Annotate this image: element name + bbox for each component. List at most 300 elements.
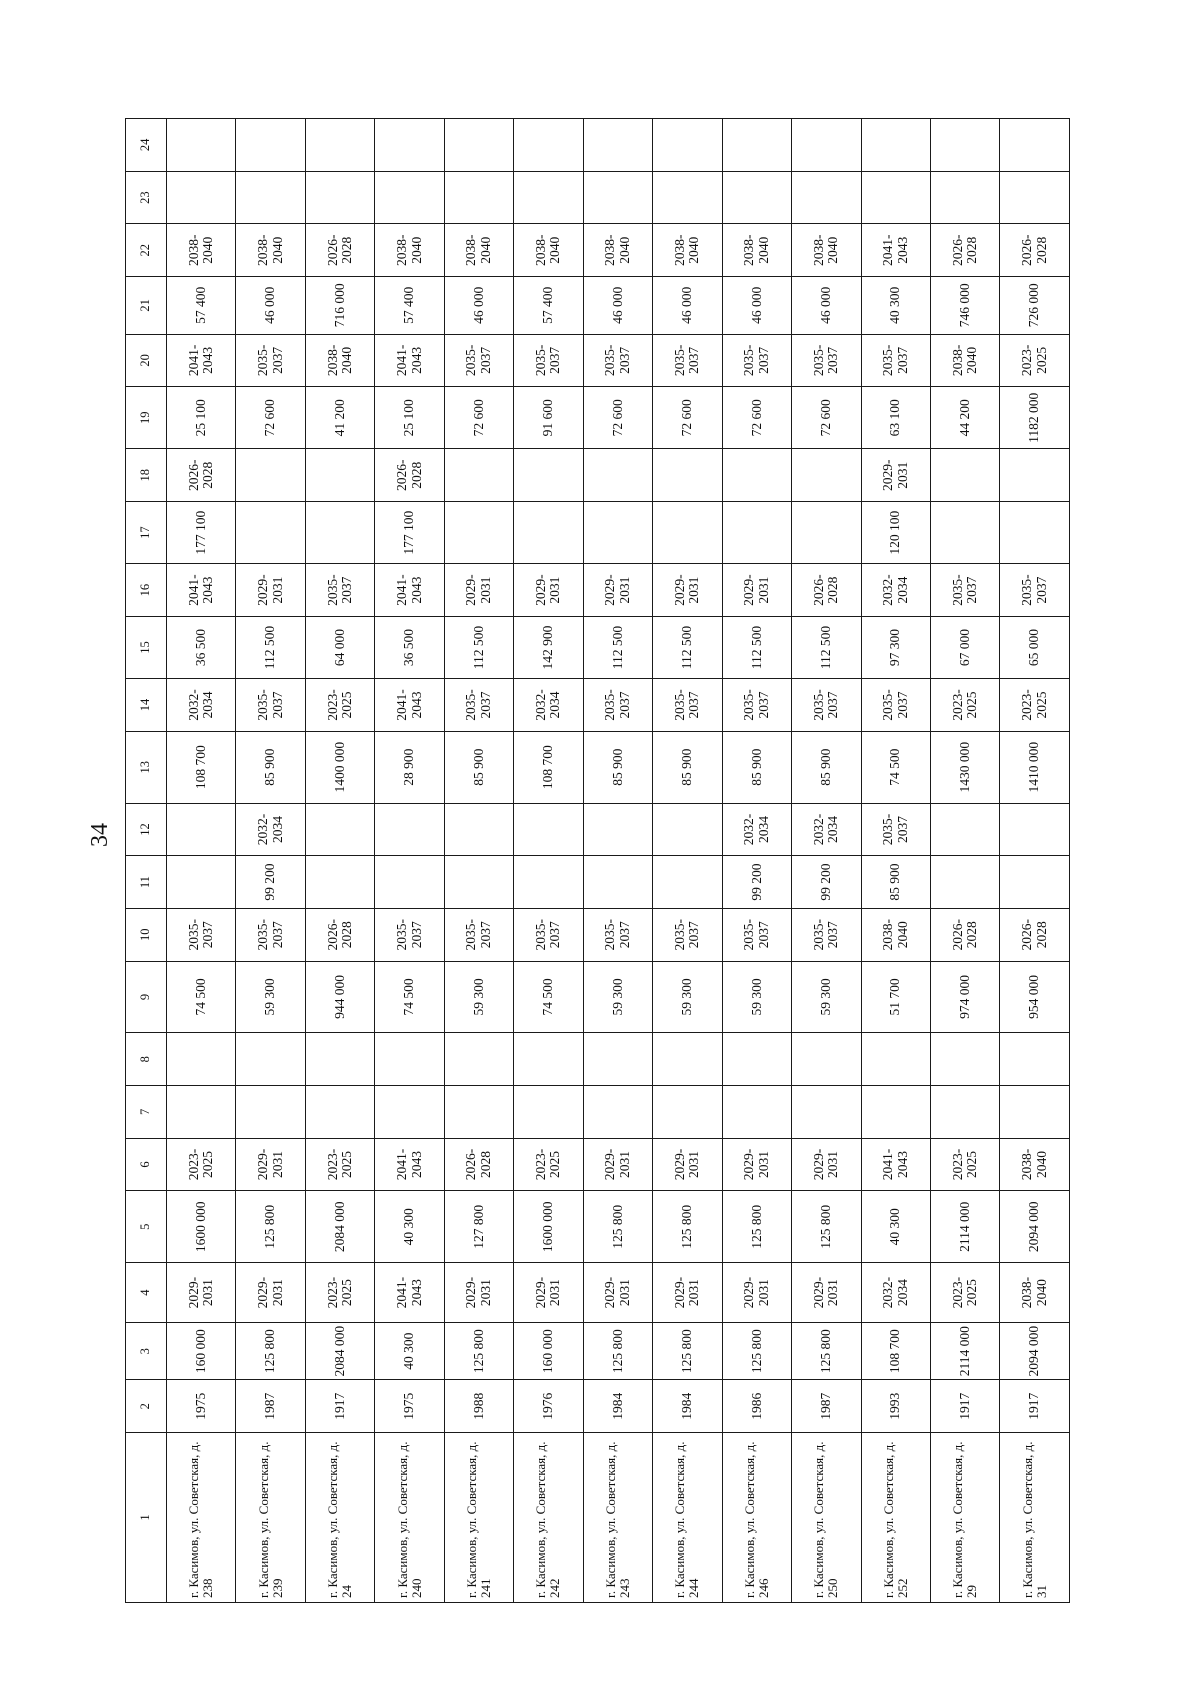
table-cell <box>653 119 722 172</box>
table-cell: 125 800 <box>722 1191 791 1263</box>
table-cell: 160 000 <box>167 1322 236 1379</box>
table-cell <box>514 449 583 502</box>
column-number-header: 11 <box>126 856 167 909</box>
table-cell <box>792 1086 861 1139</box>
table-cell <box>1000 502 1070 564</box>
column-number-header: 18 <box>126 449 167 502</box>
table-cell: 2035-2037 <box>930 564 999 617</box>
table-cell: 1993 <box>861 1380 930 1433</box>
table-cell: 125 800 <box>583 1322 652 1379</box>
table-cell: 125 800 <box>722 1322 791 1379</box>
table-row <box>583 119 652 1603</box>
table-cell: 36 500 <box>375 616 444 678</box>
table-cell: 99 200 <box>722 856 791 909</box>
address-cell: г. Касимов, ул. Советская, д. 31 <box>1000 1433 1070 1603</box>
table-cell: 2041-2043 <box>167 334 236 387</box>
table-cell: 2032-2034 <box>792 803 861 856</box>
table-cell: 74 500 <box>167 961 236 1033</box>
table-cell <box>930 856 999 909</box>
table-cell: 2026-2028 <box>930 224 999 277</box>
table-cell: 2041-2043 <box>861 1138 930 1191</box>
table-cell <box>1000 119 1070 172</box>
table-cell: 2041-2043 <box>375 334 444 387</box>
table-cell: 108 700 <box>861 1322 930 1379</box>
table-cell: 2032-2034 <box>514 679 583 732</box>
table-cell <box>583 803 652 856</box>
table-cell: 2023-2025 <box>167 1138 236 1191</box>
table-cell <box>167 856 236 909</box>
table-cell: 2041-2043 <box>375 1263 444 1323</box>
table-cell: 2094 000 <box>1000 1322 1070 1379</box>
table-cell <box>722 1086 791 1139</box>
table-cell: 74 500 <box>375 961 444 1033</box>
table-cell: 59 300 <box>236 961 305 1033</box>
table-cell: 2032-2034 <box>236 803 305 856</box>
column-number-header: 8 <box>126 1033 167 1086</box>
table-cell: 125 800 <box>236 1191 305 1263</box>
table-cell <box>930 502 999 564</box>
table-cell: 2038-2040 <box>583 224 652 277</box>
column-number-header: 17 <box>126 502 167 564</box>
table-cell: 974 000 <box>930 961 999 1033</box>
address-cell: г. Касимов, ул. Советская, д. 243 <box>583 1433 652 1603</box>
table-cell: 177 100 <box>375 502 444 564</box>
table-cell <box>305 803 374 856</box>
column-number-header: 12 <box>126 803 167 856</box>
table-cell: 112 500 <box>722 616 791 678</box>
table-cell <box>1000 856 1070 909</box>
table-cell: 1600 000 <box>514 1191 583 1263</box>
table-cell <box>1000 171 1070 224</box>
table-cell: 125 800 <box>583 1191 652 1263</box>
table-cell <box>1000 449 1070 502</box>
table-cell: 2035-2037 <box>236 908 305 961</box>
table-cell <box>236 449 305 502</box>
table-cell <box>167 119 236 172</box>
table-cell <box>861 1086 930 1139</box>
table-cell: 2029-2031 <box>236 1263 305 1323</box>
table-cell <box>305 119 374 172</box>
table-cell: 2029-2031 <box>236 1138 305 1191</box>
table-cell <box>792 119 861 172</box>
table-cell: 46 000 <box>653 277 722 334</box>
column-number-header: 24 <box>126 119 167 172</box>
table-cell: 25 100 <box>167 387 236 449</box>
address-cell: г. Касимов, ул. Советская, д. 242 <box>514 1433 583 1603</box>
table-cell: 85 900 <box>653 731 722 803</box>
table-cell: 2035-2037 <box>444 334 513 387</box>
table-cell: 1984 <box>653 1380 722 1433</box>
table-cell <box>861 1033 930 1086</box>
table-cell <box>792 171 861 224</box>
table-cell: 2035-2037 <box>653 679 722 732</box>
column-number-header: 16 <box>126 564 167 617</box>
table-cell: 125 800 <box>792 1191 861 1263</box>
table-cell: 2035-2037 <box>444 908 513 961</box>
table-cell <box>861 119 930 172</box>
table-cell: 2038-2040 <box>722 224 791 277</box>
address-cell: г. Касимов, ул. Советская, д. 250 <box>792 1433 861 1603</box>
address-cell: г. Касимов, ул. Советская, д. 29 <box>930 1433 999 1603</box>
column-number-header: 5 <box>126 1191 167 1263</box>
table-cell: 2084 000 <box>305 1191 374 1263</box>
table-row <box>514 119 583 1603</box>
table-cell: 2035-2037 <box>375 908 444 961</box>
table-cell: 2035-2037 <box>236 679 305 732</box>
table-cell: 85 900 <box>792 731 861 803</box>
table-cell: 2032-2034 <box>861 564 930 617</box>
table-cell: 2029-2031 <box>792 1263 861 1323</box>
table-cell: 40 300 <box>861 1191 930 1263</box>
table-cell: 1987 <box>236 1380 305 1433</box>
table-cell: 2029-2031 <box>236 564 305 617</box>
table-cell: 74 500 <box>861 731 930 803</box>
table-row <box>792 119 861 1603</box>
table-cell: 1975 <box>167 1380 236 1433</box>
table-cell: 51 700 <box>861 961 930 1033</box>
table-cell <box>583 856 652 909</box>
table-cell <box>930 803 999 856</box>
table-cell: 112 500 <box>444 616 513 678</box>
table-cell: 63 100 <box>861 387 930 449</box>
table-cell: 2035-2037 <box>653 334 722 387</box>
table-cell: 46 000 <box>722 277 791 334</box>
column-number-header: 6 <box>126 1138 167 1191</box>
table-cell <box>1000 803 1070 856</box>
table-cell: 2029-2031 <box>514 564 583 617</box>
table-cell: 72 600 <box>583 387 652 449</box>
table-cell: 72 600 <box>792 387 861 449</box>
table-cell: 85 900 <box>861 856 930 909</box>
table-cell <box>167 803 236 856</box>
table-cell: 28 900 <box>375 731 444 803</box>
table-cell: 2023-2025 <box>514 1138 583 1191</box>
table-cell <box>930 1086 999 1139</box>
table-cell: 1400 000 <box>305 731 374 803</box>
table-cell <box>375 1033 444 1086</box>
table-cell: 2029-2031 <box>444 1263 513 1323</box>
table-cell: 1975 <box>375 1380 444 1433</box>
table-cell: 74 500 <box>514 961 583 1033</box>
table-cell: 2038-2040 <box>375 224 444 277</box>
table-row <box>653 119 722 1603</box>
table-cell: 41 200 <box>305 387 374 449</box>
table-cell: 112 500 <box>653 616 722 678</box>
table-cell <box>305 1086 374 1139</box>
column-number-header: 19 <box>126 387 167 449</box>
table-cell <box>514 803 583 856</box>
table-cell: 1984 <box>583 1380 652 1433</box>
table-body <box>167 119 1070 1603</box>
table-cell: 2029-2031 <box>653 564 722 617</box>
table-cell <box>583 502 652 564</box>
table-cell: 2029-2031 <box>722 1138 791 1191</box>
table-cell: 46 000 <box>444 277 513 334</box>
table-cell <box>444 449 513 502</box>
table-cell: 2038-2040 <box>167 224 236 277</box>
table-cell <box>167 171 236 224</box>
table-cell <box>653 1086 722 1139</box>
table-cell <box>930 1033 999 1086</box>
table-row <box>722 119 791 1603</box>
column-number-header: 4 <box>126 1263 167 1323</box>
table-cell: 2029-2031 <box>583 1138 652 1191</box>
table-cell: 59 300 <box>583 961 652 1033</box>
table-cell <box>514 119 583 172</box>
column-number-header: 22 <box>126 224 167 277</box>
table-cell: 1430 000 <box>930 731 999 803</box>
table-cell: 2029-2031 <box>653 1263 722 1323</box>
table-cell: 1182 000 <box>1000 387 1070 449</box>
table-cell: 954 000 <box>1000 961 1070 1033</box>
table-cell: 2035-2037 <box>792 908 861 961</box>
table-cell <box>444 803 513 856</box>
table-cell: 125 800 <box>444 1322 513 1379</box>
table-cell <box>653 856 722 909</box>
table-cell <box>930 119 999 172</box>
table-cell: 2035-2037 <box>861 334 930 387</box>
table-cell: 2041-2043 <box>167 564 236 617</box>
table-cell: 125 800 <box>653 1191 722 1263</box>
table-cell <box>583 1033 652 1086</box>
table-cell: 2026-2028 <box>305 224 374 277</box>
table-cell <box>514 1086 583 1139</box>
table-cell: 142 900 <box>514 616 583 678</box>
table-cell: 112 500 <box>792 616 861 678</box>
table-cell: 108 700 <box>167 731 236 803</box>
table-cell: 72 600 <box>722 387 791 449</box>
table-cell: 2029-2031 <box>861 449 930 502</box>
table-cell <box>236 1086 305 1139</box>
table-cell: 2035-2037 <box>1000 564 1070 617</box>
table-cell <box>583 1086 652 1139</box>
table-cell: 64 000 <box>305 616 374 678</box>
table-cell: 2035-2037 <box>583 908 652 961</box>
rotated-table-container <box>125 118 1070 1603</box>
table-cell: 97 300 <box>861 616 930 678</box>
table-cell: 85 900 <box>444 731 513 803</box>
table-cell: 2023-2025 <box>930 1263 999 1323</box>
table-cell <box>236 502 305 564</box>
table-cell: 46 000 <box>236 277 305 334</box>
table-cell: 2038-2040 <box>1000 1138 1070 1191</box>
table-cell: 2035-2037 <box>722 334 791 387</box>
table-cell: 2038-2040 <box>792 224 861 277</box>
table-cell: 2035-2037 <box>792 679 861 732</box>
table-cell: 2035-2037 <box>236 334 305 387</box>
table-cell: 2038-2040 <box>444 224 513 277</box>
table-cell <box>305 856 374 909</box>
table-cell <box>1000 1086 1070 1139</box>
table-cell: 2035-2037 <box>722 679 791 732</box>
table-cell: 40 300 <box>375 1322 444 1379</box>
table-cell <box>236 171 305 224</box>
table-cell: 2029-2031 <box>653 1138 722 1191</box>
table-cell <box>167 1086 236 1139</box>
table-cell <box>444 1033 513 1086</box>
table-cell: 2023-2025 <box>1000 334 1070 387</box>
table-cell <box>305 502 374 564</box>
table-cell: 716 000 <box>305 277 374 334</box>
table-row <box>236 119 305 1603</box>
table-cell: 67 000 <box>930 616 999 678</box>
table-cell: 1917 <box>930 1380 999 1433</box>
table-cell <box>375 856 444 909</box>
table-cell <box>653 502 722 564</box>
table-cell: 2023-2025 <box>305 1263 374 1323</box>
table-cell: 85 900 <box>236 731 305 803</box>
table-cell: 2026-2028 <box>1000 908 1070 961</box>
table-cell <box>375 171 444 224</box>
table-cell: 2041-2043 <box>861 224 930 277</box>
table-cell: 59 300 <box>444 961 513 1033</box>
table-cell: 125 800 <box>792 1322 861 1379</box>
table-cell: 40 300 <box>375 1191 444 1263</box>
column-number-header: 13 <box>126 731 167 803</box>
table-cell: 2032-2034 <box>167 679 236 732</box>
table-cell: 2084 000 <box>305 1322 374 1379</box>
column-number-header: 20 <box>126 334 167 387</box>
table-cell <box>722 171 791 224</box>
table-cell: 2029-2031 <box>583 564 652 617</box>
address-cell: г. Касимов, ул. Советская, д. 239 <box>236 1433 305 1603</box>
table-cell: 2035-2037 <box>861 803 930 856</box>
table-cell <box>792 449 861 502</box>
table-cell: 2029-2031 <box>514 1263 583 1323</box>
table-cell: 46 000 <box>583 277 652 334</box>
table-cell <box>930 449 999 502</box>
table-cell: 2023-2025 <box>1000 679 1070 732</box>
table-cell <box>653 803 722 856</box>
table-cell: 2029-2031 <box>722 564 791 617</box>
table-cell <box>167 1033 236 1086</box>
table-cell: 65 000 <box>1000 616 1070 678</box>
table-cell <box>861 171 930 224</box>
table-cell: 46 000 <box>792 277 861 334</box>
address-cell: г. Касимов, ул. Советская, д. 241 <box>444 1433 513 1603</box>
address-cell: г. Касимов, ул. Советская, д. 24 <box>305 1433 374 1603</box>
table-row <box>861 119 930 1603</box>
table-cell: 2038-2040 <box>653 224 722 277</box>
table-cell: 2038-2040 <box>1000 1263 1070 1323</box>
table-cell: 40 300 <box>861 277 930 334</box>
table-cell <box>653 171 722 224</box>
table-cell <box>236 1033 305 1086</box>
table-cell: 59 300 <box>792 961 861 1033</box>
table-cell: 120 100 <box>861 502 930 564</box>
table-cell <box>792 1033 861 1086</box>
table-row <box>930 119 999 1603</box>
table-row <box>305 119 374 1603</box>
table-cell: 2026-2028 <box>930 908 999 961</box>
table-cell: 2035-2037 <box>583 334 652 387</box>
table-cell: 2023-2025 <box>305 1138 374 1191</box>
table-cell: 2035-2037 <box>792 334 861 387</box>
table-cell: 125 800 <box>653 1322 722 1379</box>
table-cell: 44 200 <box>930 387 999 449</box>
table-cell <box>514 856 583 909</box>
address-cell: г. Касимов, ул. Советская, д. 238 <box>167 1433 236 1603</box>
table-cell: 112 500 <box>236 616 305 678</box>
table-row <box>444 119 513 1603</box>
table-cell <box>1000 1033 1070 1086</box>
table-cell: 57 400 <box>514 277 583 334</box>
column-number-header: 3 <box>126 1322 167 1379</box>
table-cell <box>305 1033 374 1086</box>
table-cell: 2029-2031 <box>583 1263 652 1323</box>
table-cell: 2038-2040 <box>861 908 930 961</box>
table-cell: 1987 <box>792 1380 861 1433</box>
table-cell: 108 700 <box>514 731 583 803</box>
table-cell: 57 400 <box>375 277 444 334</box>
table-cell: 72 600 <box>236 387 305 449</box>
table-cell: 746 000 <box>930 277 999 334</box>
table-cell: 2035-2037 <box>305 564 374 617</box>
table-cell: 2038-2040 <box>305 334 374 387</box>
table-cell: 1976 <box>514 1380 583 1433</box>
table-cell <box>653 1033 722 1086</box>
table-cell <box>514 502 583 564</box>
table-cell <box>722 502 791 564</box>
column-number-header: 2 <box>126 1380 167 1433</box>
table-cell: 160 000 <box>514 1322 583 1379</box>
column-number-header-row <box>126 119 167 1603</box>
table-cell: 944 000 <box>305 961 374 1033</box>
table-cell <box>375 119 444 172</box>
table-cell <box>722 119 791 172</box>
table-cell: 2038-2040 <box>514 224 583 277</box>
column-number-header: 23 <box>126 171 167 224</box>
table-cell <box>514 1033 583 1086</box>
table-cell: 2032-2034 <box>722 803 791 856</box>
table-cell: 726 000 <box>1000 277 1070 334</box>
table-cell: 2026-2028 <box>305 908 374 961</box>
table-cell: 2114 000 <box>930 1322 999 1379</box>
table-cell: 59 300 <box>722 961 791 1033</box>
table-cell: 2041-2043 <box>375 679 444 732</box>
table-cell: 2029-2031 <box>444 564 513 617</box>
table-cell <box>444 1086 513 1139</box>
table-cell <box>653 449 722 502</box>
table-cell <box>375 803 444 856</box>
column-number-header: 1 <box>126 1433 167 1603</box>
table-cell: 85 900 <box>583 731 652 803</box>
table-cell: 2029-2031 <box>722 1263 791 1323</box>
table-cell: 2094 000 <box>1000 1191 1070 1263</box>
table-cell <box>722 1033 791 1086</box>
table-cell: 1600 000 <box>167 1191 236 1263</box>
table-row <box>1000 119 1070 1603</box>
table-cell: 2035-2037 <box>167 908 236 961</box>
table-cell: 59 300 <box>653 961 722 1033</box>
table-cell: 1917 <box>1000 1380 1070 1433</box>
table-cell: 91 600 <box>514 387 583 449</box>
table-cell: 2035-2037 <box>514 334 583 387</box>
column-number-header: 14 <box>126 679 167 732</box>
table-cell: 177 100 <box>167 502 236 564</box>
table-cell: 125 800 <box>236 1322 305 1379</box>
table-cell: 2026-2028 <box>167 449 236 502</box>
capital-repair-schedule-table <box>125 118 1070 1603</box>
table-cell: 2026-2028 <box>375 449 444 502</box>
column-number-header: 7 <box>126 1086 167 1139</box>
table-cell: 1986 <box>722 1380 791 1433</box>
table-cell: 2026-2028 <box>1000 224 1070 277</box>
table-cell: 2023-2025 <box>305 679 374 732</box>
table-cell: 72 600 <box>444 387 513 449</box>
table-cell <box>444 171 513 224</box>
table-cell: 99 200 <box>792 856 861 909</box>
